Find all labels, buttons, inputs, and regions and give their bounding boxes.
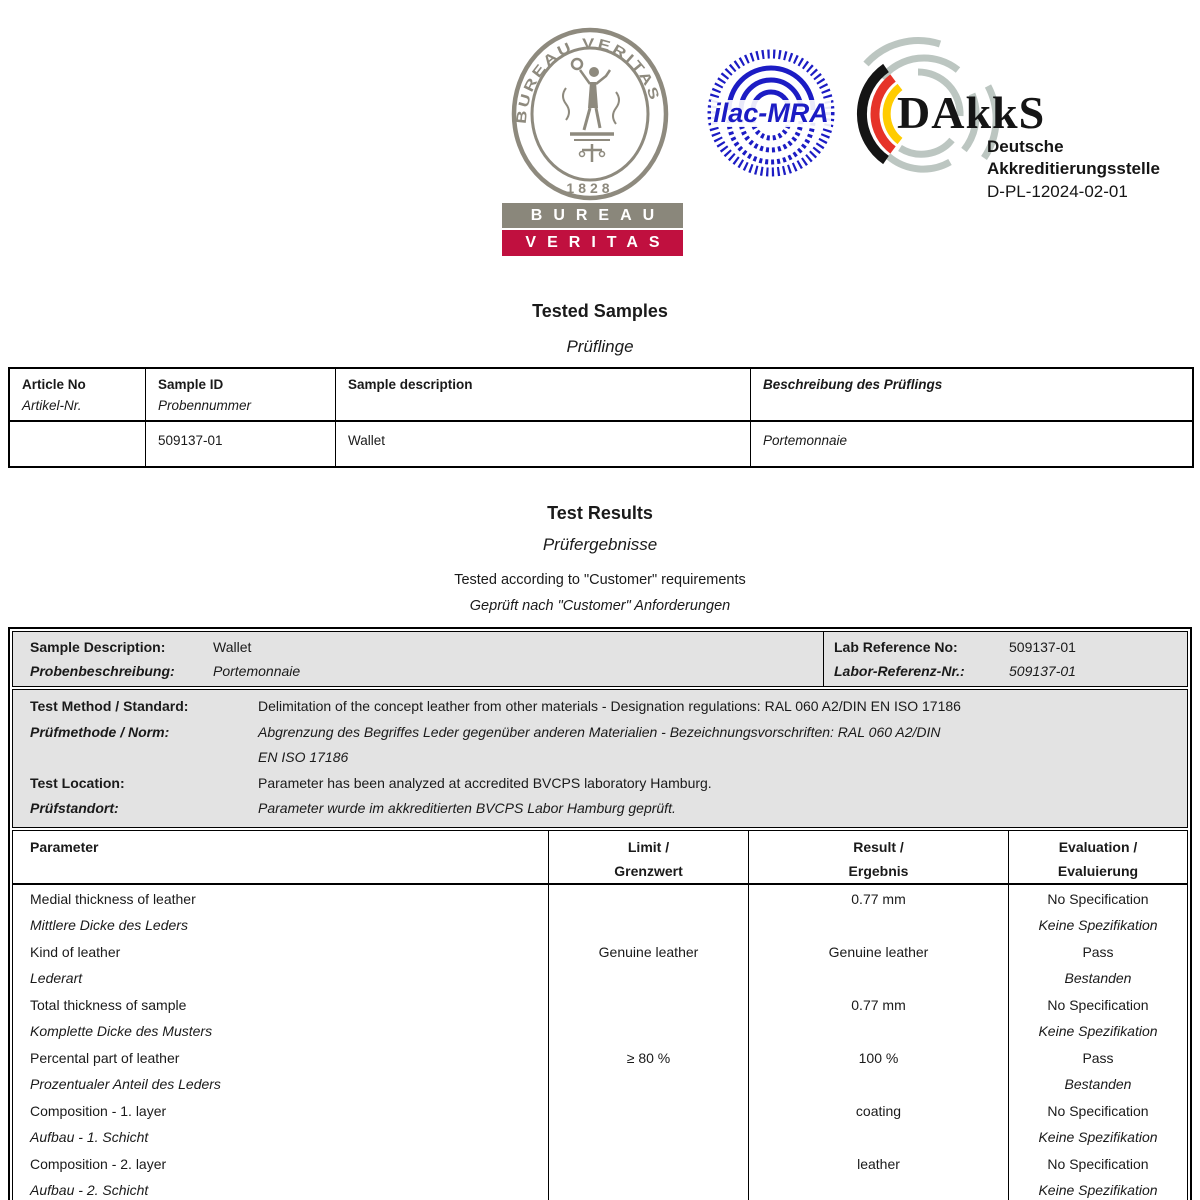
parameter-header-row [13,831,1187,885]
test-location-label-en: Test Location: [30,774,125,791]
col-article-no [10,369,145,420]
test-location-value-en: Parameter has been analyzed at accredited BVCPS laboratory Hamburg. [258,774,712,791]
lab-reference-label-de: Labor-Referenz-Nr.: [834,663,965,679]
test-location-row [13,771,1187,822]
test-results-table [8,627,1192,1200]
sample-description-value-de: Portemonnaie [213,663,301,679]
param-cell [13,1097,548,1150]
param-en: Total thickness of sample [30,996,187,1013]
col-sample-description [335,369,750,420]
parameter-row [13,938,1187,991]
header-evaluation [1008,831,1187,883]
test-location-value [258,771,1187,822]
limit-cell: ≥ 80 % [548,1044,748,1097]
result-cell: Genuine leather [748,938,1008,991]
bv-ring-text: BUREAU VERITAS [512,34,663,125]
param-de: Prozentualer Anteil des Leders [30,1075,221,1092]
test-results-title: Test Results [547,503,653,523]
lab-reference-value-de: 509137-01 [1009,663,1076,679]
lab-reference-value-en: 509137-01 [1009,639,1076,655]
cell-article-no [10,422,145,466]
evaluation-cell [1008,885,1187,938]
dakks-accreditation-number: D-PL-12024-02-01 [987,182,1128,201]
sample-description-label-de: Probenbeschreibung: [30,663,175,679]
lab-reference-label-en: Lab Reference No: [834,639,958,655]
evaluation-cell [1008,938,1187,991]
veritas-wordmark: VERITAS [502,230,683,256]
cell-description-en: Wallet [335,422,750,466]
test-location-label-de: Prüfstandort: [30,800,119,816]
parameter-row [13,1097,1187,1150]
test-method-label-de: Prüfmethode / Norm: [30,723,170,740]
header-limit [548,831,748,883]
col-article-no-en: Article No [22,377,86,392]
col-sample-description-en: Sample description [348,377,473,392]
lab-reference-label [824,635,1009,683]
test-location-value-de: Parameter wurde im akkreditierten BVCPS Labor Hamburg geprüft. [258,800,676,816]
evaluation-cell [1008,991,1187,1044]
test-method-value-de-line1: Abgrenzung des Begriffes Leder gegenüber anderen Materialien - Bezeichnungsvorschriften: RAL 060 A2/DIN [258,723,941,740]
param-de: Mittlere Dicke des Leders [30,916,188,933]
test-method-value-de-line2: EN ISO 17186 [258,749,349,765]
result-cell: 0.77 mm [748,991,1008,1044]
bureau-wordmark: BUREAU [502,203,683,228]
test-method-label-en: Test Method / Standard: [30,698,189,714]
sample-description-label-en: Sample Description: [30,639,166,655]
evaluation-de: Keine Spezifikation [1038,1128,1158,1145]
param-cell [13,1150,548,1200]
limit-cell: Genuine leather [548,938,748,991]
param-en: Composition - 1. layer [30,1102,167,1119]
tested-samples-title: Tested Samples [532,301,668,321]
limit-cell [548,885,748,938]
result-cell: leather [748,1150,1008,1200]
evaluation-en: No Specification [1047,890,1149,907]
evaluation-en: No Specification [1047,1155,1149,1172]
header-result-de: Ergebnis [848,862,909,879]
param-de: Aufbau - 2. Schicht [30,1181,149,1198]
param-de: Aufbau - 1. Schicht [30,1128,149,1145]
param-de: Lederart [30,969,83,986]
header-result [748,831,1008,883]
result-cell: 100 % [748,1044,1008,1097]
evaluation-en: Pass [1082,943,1114,960]
limit-cell [548,991,748,1044]
test-results-subtitle: Prüfergebnisse [542,535,658,554]
tested-samples-table [8,367,1194,468]
param-cell [13,885,548,938]
test-method-row [13,694,1187,771]
cell-description-de: Portemonnaie [750,422,1192,466]
header-parameter: Parameter [30,838,99,855]
sample-description-value-en: Wallet [213,639,252,655]
tested-samples-data-row [10,422,1192,466]
evaluation-de: Keine Spezifikation [1038,916,1158,933]
test-results-note-de: Geprüft nach "Customer" Anforderungen [469,598,731,614]
test-method-label [13,694,258,771]
result-cell: coating [748,1097,1008,1150]
param-en: Medial thickness of leather [30,890,196,907]
test-results-note-en: Tested according to "Customer" requirements [454,572,746,588]
parameter-row [13,991,1187,1044]
col-beschreibung-de: Beschreibung des Prüflings [763,377,943,392]
param-cell [13,938,548,991]
header-evaluation-en: Evaluation / [1058,838,1138,855]
evaluation-de: Bestanden [1064,1075,1132,1092]
parameter-row [13,1150,1187,1200]
header-limit-de: Grenzwert [614,862,683,879]
test-method-value-en: Delimitation of the concept leather from other materials - Designation regulations: RAL 060 A2/DIN EN ISO 17186 [258,698,961,714]
sample-info-section [12,631,1188,687]
evaluation-en: Pass [1082,1049,1114,1066]
ilac-mra-label: ilac-MRA [713,98,829,128]
col-sample-id [145,369,335,420]
parameter-row [13,885,1187,938]
tested-samples-header-row [10,369,1192,422]
limit-cell [548,1150,748,1200]
header-evaluation-de: Evaluierung [1057,862,1139,879]
param-de: Komplette Dicke des Musters [30,1022,213,1039]
method-location-section [12,689,1188,828]
evaluation-de: Keine Spezifikation [1038,1022,1158,1039]
lab-reference-block [823,632,1187,686]
evaluation-cell [1008,1097,1187,1150]
test-location-label [13,771,258,822]
col-article-no-de: Artikel-Nr. [22,398,82,413]
evaluation-de: Bestanden [1064,969,1132,986]
bv-figure-icon [563,59,619,162]
param-cell [13,991,548,1044]
col-sample-id-de: Probennummer [158,398,252,413]
param-en: Kind of leather [30,943,121,960]
bureau-veritas-emblem-icon [508,26,672,202]
evaluation-de: Keine Spezifikation [1038,1181,1158,1198]
ilac-mra-seal-icon [706,48,836,178]
header-limit-en: Limit / [627,838,670,855]
evaluation-en: No Specification [1047,1102,1149,1119]
evaluation-cell [1008,1044,1187,1097]
sample-description-label [13,635,213,683]
result-cell: 0.77 mm [748,885,1008,938]
evaluation-cell [1008,1150,1187,1200]
parameter-results-section [12,830,1188,1200]
param-cell [13,1044,548,1097]
sample-description-value [213,635,823,683]
col-sample-id-en: Sample ID [158,377,224,392]
col-beschreibung [750,369,1192,420]
test-method-value [258,694,1187,771]
parameter-row [13,1044,1187,1097]
evaluation-en: No Specification [1047,996,1149,1013]
param-en: Composition - 2. layer [30,1155,167,1172]
limit-cell [548,1097,748,1150]
sample-description-block [13,632,823,686]
param-en: Percental part of leather [30,1049,180,1066]
header-result-en: Result / [853,838,904,855]
bv-year-text: 1828 [566,180,614,196]
cell-sample-id: 509137-01 [145,422,335,466]
tested-samples-subtitle: Prüflinge [566,337,634,356]
dakks-org-line2: Akkreditierungsstelle [987,159,1160,178]
lab-reference-value [1009,635,1187,683]
dakks-org-line1: Deutsche [987,137,1064,156]
dakks-wordmark: DAkkS [897,87,1046,138]
